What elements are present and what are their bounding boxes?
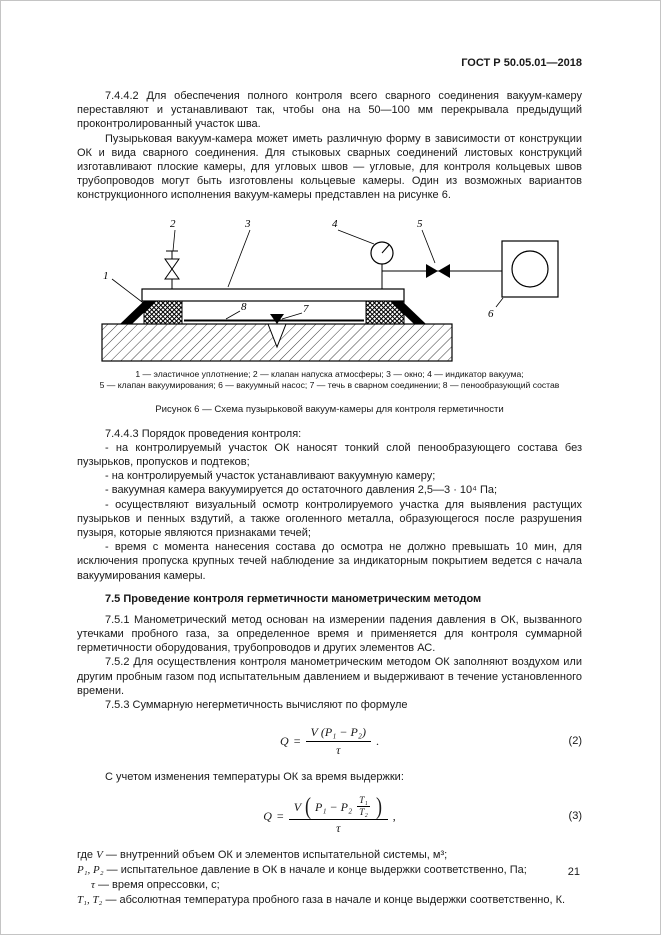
denominator-tau: τ [336,821,341,836]
numerator-pressures: P₁ − P₂ [315,799,353,814]
paragraph-752: 7.5.2 Для осуществления контроля манометрическим методом ОК заполняют воздухом или другим пробным газом под испытательным давлением и выдерживают в течение установленного времени. [77,656,582,697]
inner-numerator-t1: T₁ [359,796,368,807]
vacuum-valve [426,264,450,278]
figure-legend-line2: 5 — клапан вакуумирования; 6 — вакуумный насос; 7 — течь в сварном соединении; 8 — пенообразующий состав [99,380,560,391]
section-75-heading: 7.5 Проведение контроля герметичности манометрическим методом [105,592,482,605]
definition-text: — время опрессовки, с; [94,879,220,892]
formula-2 [77,724,582,758]
definition-text: — испытательное давление в ОК в начале и конце выдержки соответственно, Па; [103,864,527,877]
definition-term: V [96,849,103,862]
definition-t1-t2 [77,893,582,908]
formula-3-number: (3) [568,810,582,823]
callout-2: 2 [169,217,175,230]
formula-3-expression [263,796,396,836]
paragraph-7443-intro: 7.4.4.3 Порядок проведения контроля: [105,427,302,440]
definition-p1-p2 [77,863,582,878]
callout-6: 6 [487,307,493,320]
paragraph-bubble-camera: Пузырьковая вакуум-камера может иметь различную форму в зависимости от конструкции ОК и вида сварного соединения. Для стыковых сварных соединений листовых конструкций изготавливают плоские камеры, для угловых швов — угловые, для контроля кольцевых швов трубопроводов могут быть изготовлены кольцевые камеры. Один из возможных вариантов конструкционного исполнения вакуум-камеры представлен на рисунке 6. [77,132,582,202]
callout-5: 5 [416,217,422,230]
numerator-v: V [310,724,318,739]
formula-punctuation: . [375,733,379,748]
fraction [289,796,388,836]
denominator-tau: τ [336,742,341,757]
vacuum-chamber-diagram [100,213,560,365]
formula-lhs: Q [280,733,289,748]
doc-code: ГОСТ Р 50.05.01—2018 [461,57,582,69]
numerator-pressures: (P₁ − P₂) [320,724,366,739]
test-object-base [102,324,452,361]
list-item-apply-foam: - на контролируемый участок ОК наносят тонкий слой пенообразующего состава без пузырьков, пропусков и подтеков; [77,441,582,469]
definition-v [77,848,582,863]
formula-2-number: (2) [568,735,582,748]
open-paren: ( [305,794,312,821]
equals-sign: = [293,733,301,748]
callout-8: 8 [240,300,246,313]
definition-text: — внутренний объем ОК и элементов испытательной системы, м³; [102,849,448,862]
paragraph-753: 7.5.3 Суммарную негерметичность вычисляют по формуле [105,699,408,712]
figure-title: Рисунок 6 — Схема пузырьковой вакуум-камеры для контроля герметичности [155,403,504,415]
callout-3: 3 [244,217,250,230]
figure-6 [77,213,582,415]
callout-4: 4 [331,217,337,230]
paragraph-temperature-note: С учетом изменения температуры ОК за время выдержки: [105,771,404,784]
inner-fraction [357,796,370,818]
definition-prefix: где [77,849,97,862]
inner-denominator-t2: T₂ [359,808,368,819]
formula-definitions [77,848,582,907]
vacuum-pump [502,241,558,297]
formula-lhs: Q [263,808,272,823]
chamber-window-plate [142,289,404,301]
figure-legend-line1: 1 — эластичное уплотнение; 2 — клапан напуска атмосферы; 3 — окно; 4 — индикатор вакуума; [135,368,524,379]
close-paren: ) [375,794,382,821]
air-valve [165,251,179,289]
list-item-evacuate: - вакуумная камера вакуумируется до остаточного давления 2,5—3 · 10⁴ Па; [105,484,498,497]
definition-term: τ [91,879,95,892]
definition-term: T₁, T₂ [77,893,103,906]
list-item-visual-inspection: - осуществляют визуальный осмотр контролируемого участка для выявления растущих пузырьков и пенных вздутий, а также оголенного металла, образующегося после разрушения пузыря, которые являются признаками течей; [77,498,582,540]
vacuum-gauge [371,242,393,289]
chamber-assembly [120,289,426,324]
paragraph-751: 7.5.1 Манометрический метод основан на измерении падения давления в ОК, вызванного утечками пробного газа, за определенное время и применяется для контроля суммарной герметичности оборудования, трубопроводов и других элементов АС. [77,613,582,655]
fraction [306,725,371,758]
equals-sign: = [276,808,284,823]
definition-tau [77,878,582,893]
paragraph-7442: 7.4.4.2 Для обеспечения полного контроля всего сварного соединения вакуум-камеру переставляют и устанавливают так, чтобы она на 50—100 мм перекрывала предыдущий проконтролированный участок шва. [77,90,582,131]
list-item-time-limit: - время с момента нанесения состава до осмотра не должно превышать 10 мин, для исключения пропуска крупных течей наблюдение за индикаторным покрытием ведется с начала вакуумирования камеры. [77,541,582,582]
page-number: 21 [567,866,580,878]
definition-text: — абсолютная температура пробного газа в начале и конце выдержки соответственно, К. [102,893,566,906]
leak-mark [270,314,284,324]
formula-2-expression [280,725,379,758]
definition-term: P₁, P₂ [77,864,104,877]
callout-1: 1 [102,269,108,282]
callout-7: 7 [302,302,308,315]
formula-3 [77,796,582,836]
numerator-v: V [293,799,302,814]
list-item-install-chamber: - на контролируемый участок устанавливают вакуумную камеру; [105,470,436,483]
formula-punctuation: , [392,808,396,823]
